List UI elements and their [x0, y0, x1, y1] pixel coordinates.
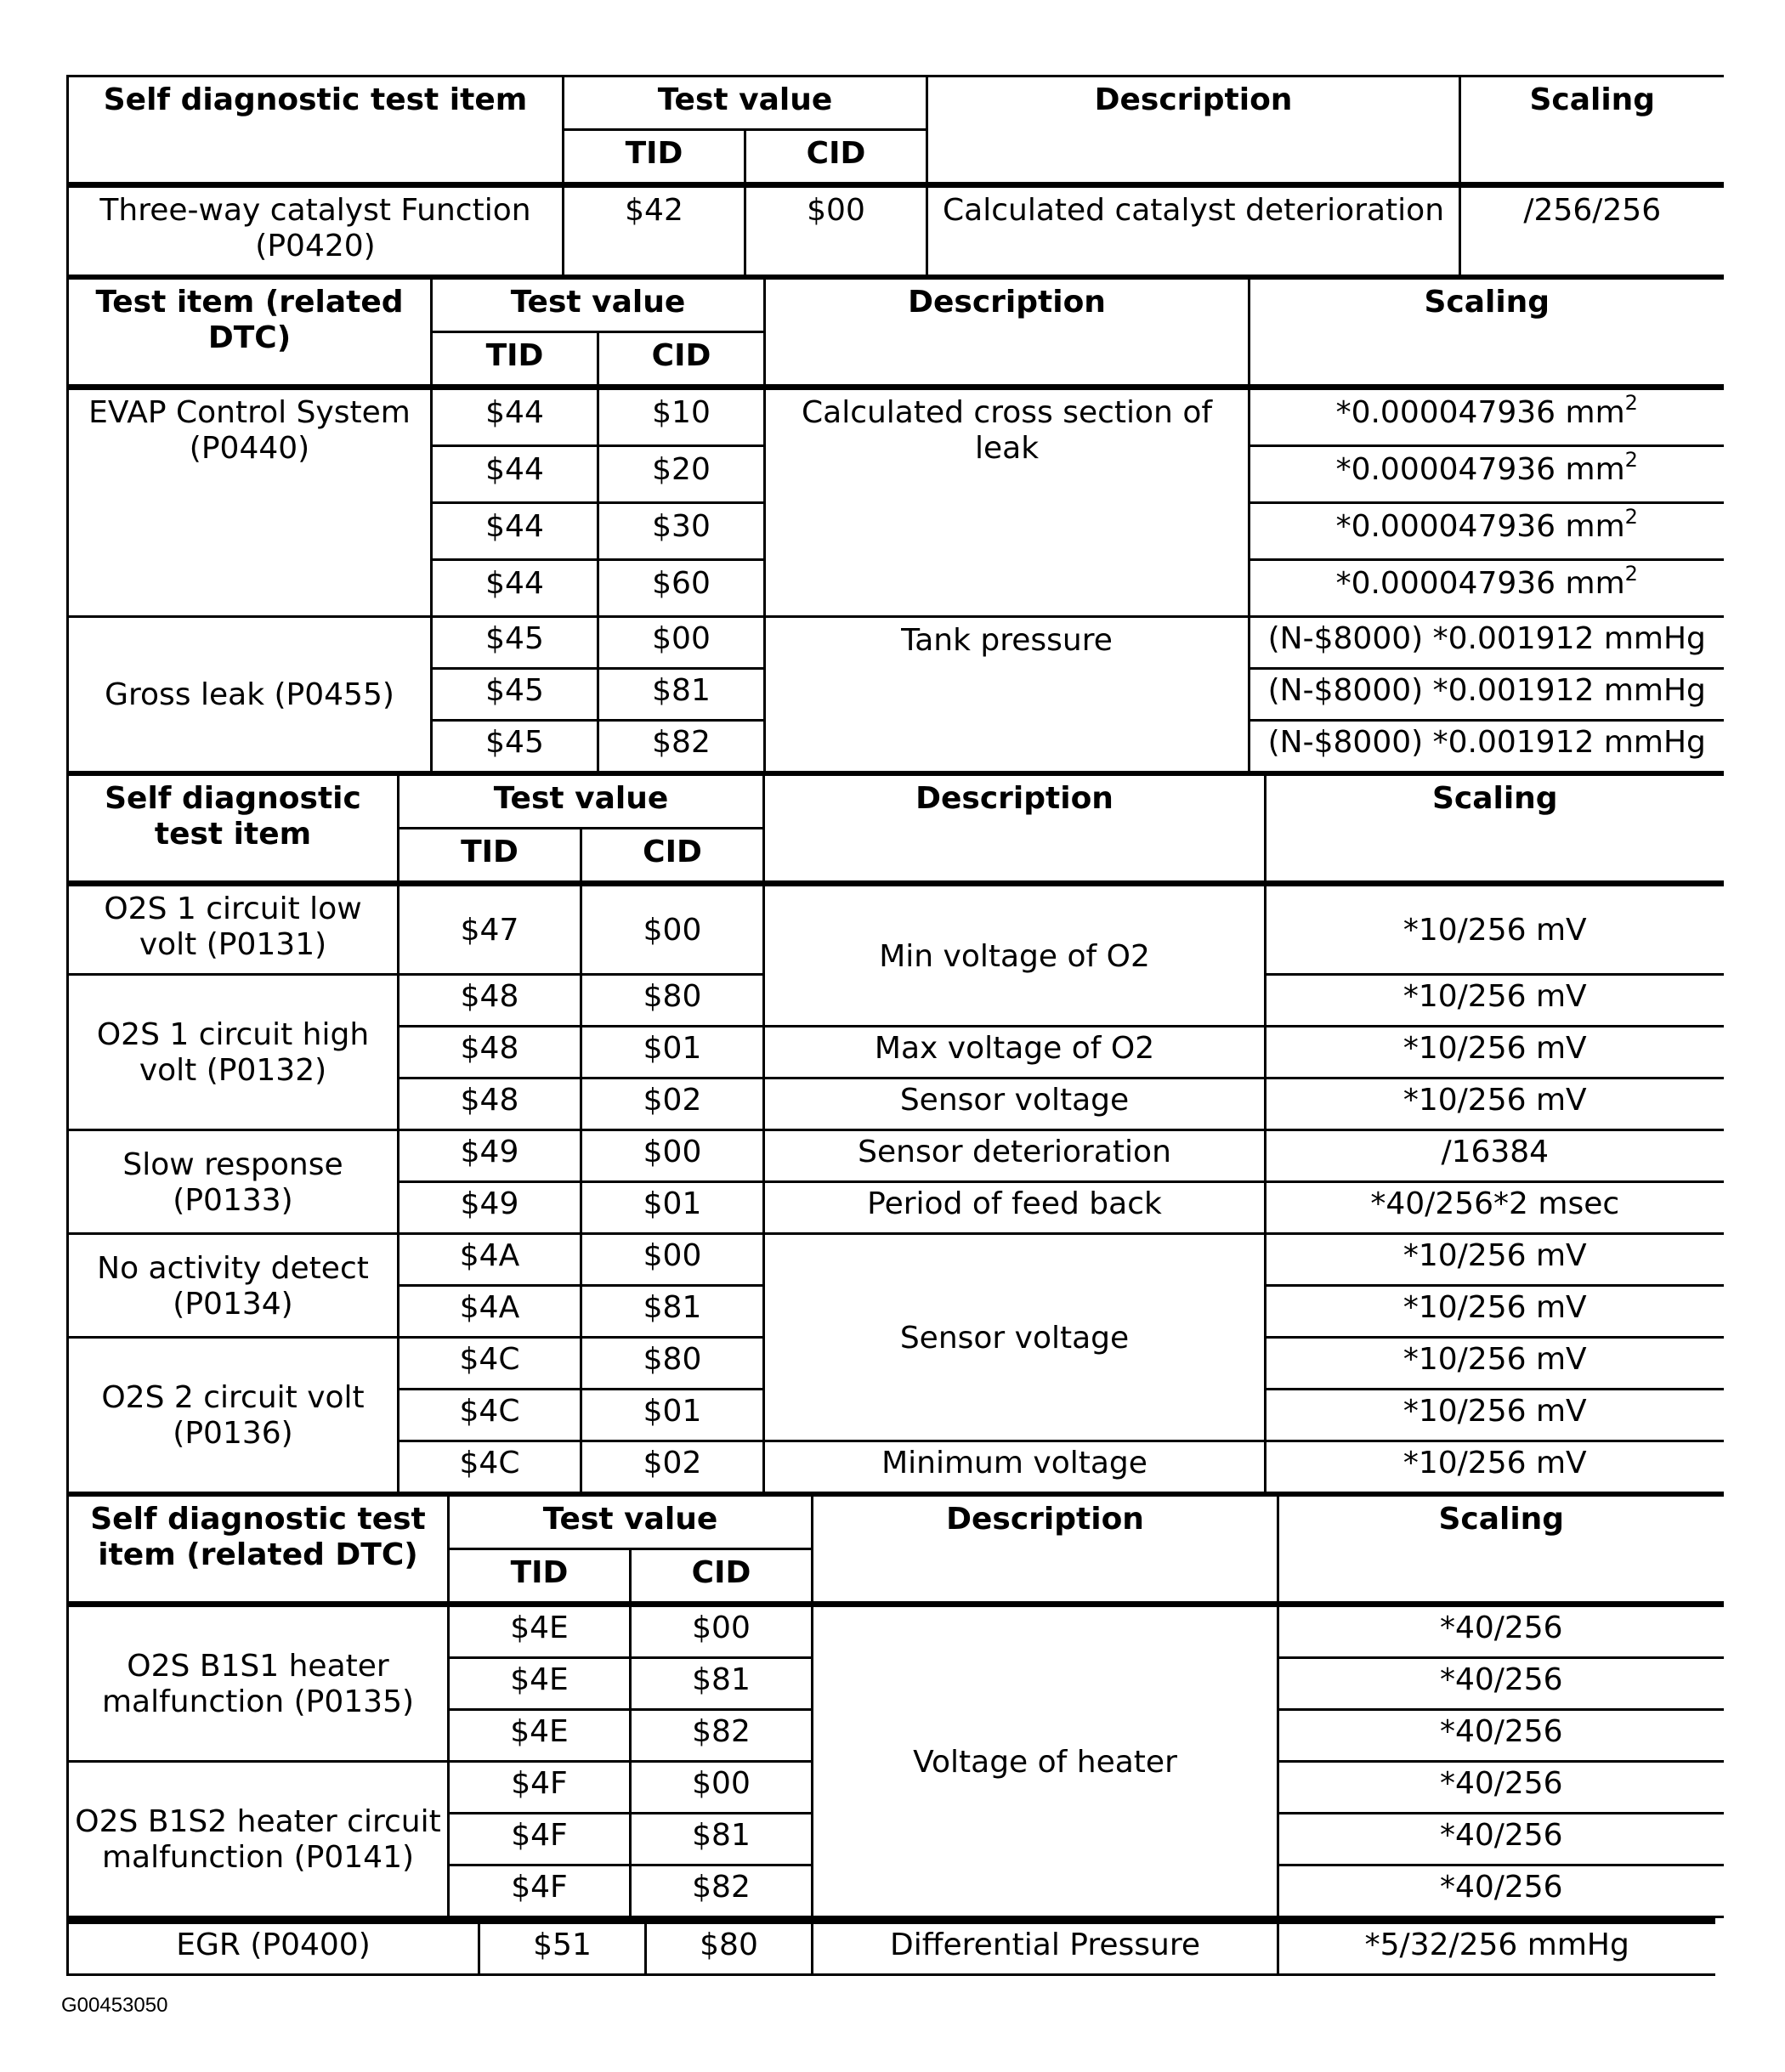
scaling-cell: (N-$8000) *0.001912 mmHg [1250, 721, 1724, 773]
header-scaling: Scaling [1266, 775, 1724, 884]
table-row [68, 1922, 1715, 1975]
cid-cell: $80 [646, 1922, 813, 1975]
cid-cell: $80 [581, 1338, 764, 1390]
tid-cell: $4E [449, 1605, 631, 1658]
item-cell: Three-way catalyst Function (P0420) [68, 185, 564, 276]
cid-cell: $00 [581, 884, 764, 975]
header-item: Self diagnostic test item [68, 76, 564, 185]
cid-cell: $81 [631, 1814, 813, 1865]
description-cell: Max voltage of O2 [764, 1027, 1266, 1078]
table-row [68, 884, 1724, 975]
header-test-value: Test value [399, 775, 764, 829]
cid-cell: $10 [598, 388, 765, 446]
header-description: Description [764, 775, 1266, 884]
description-cell: Minimum voltage [764, 1441, 1266, 1493]
item-cell: O2S 2 circuit volt (P0136) [68, 1338, 399, 1493]
tid-cell: $4A [399, 1234, 581, 1286]
description-cell: Tank pressure [765, 617, 1250, 773]
cid-cell: $81 [631, 1658, 813, 1710]
description-cell: Sensor voltage [764, 1234, 1266, 1441]
header-scaling: Scaling [1250, 279, 1724, 388]
scaling-cell: (N-$8000) *0.001912 mmHg [1250, 669, 1724, 721]
table-three-way-catalyst [66, 75, 1724, 277]
tid-cell: $4E [449, 1658, 631, 1710]
scaling-cell: *10/256 mV [1266, 1078, 1724, 1130]
cid-cell: $00 [631, 1762, 813, 1814]
header-scaling: Scaling [1460, 76, 1724, 185]
scaling-cell: *10/256 mV [1266, 1027, 1724, 1078]
item-cell: Gross leak (P0455) [68, 617, 432, 773]
scaling-cell: /256/256 [1460, 185, 1724, 276]
cid-cell: $02 [581, 1078, 764, 1130]
header-test-value: Test value [564, 76, 927, 130]
scaling-cell: *0.000047936 $mm^2$ [1250, 446, 1724, 503]
scaling-cell: *10/256 mV [1266, 1234, 1724, 1286]
tid-cell: $4C [399, 1390, 581, 1441]
scaling-cell: *40/256 [1278, 1605, 1724, 1658]
header-cid: CID [631, 1549, 813, 1605]
tid-cell: $42 [564, 185, 745, 276]
cid-cell: $30 [598, 503, 765, 560]
scaling-cell: *40/256 [1278, 1865, 1724, 1917]
cid-cell: $00 [745, 185, 927, 276]
header-tid: TID [449, 1549, 631, 1605]
scaling-cell: *40/256 [1278, 1762, 1724, 1814]
cid-cell: $82 [631, 1710, 813, 1762]
header-description: Description [813, 1496, 1278, 1605]
header-cid: CID [598, 332, 765, 388]
cid-cell: $81 [598, 669, 765, 721]
tid-cell: $4F [449, 1762, 631, 1814]
description-cell: Calculated catalyst deterioration [927, 185, 1460, 276]
cid-cell: $60 [598, 560, 765, 617]
scaling-cell: *0.000047936 $mm^2$ [1250, 388, 1724, 446]
tid-cell: $51 [479, 1922, 646, 1975]
cid-cell: $00 [581, 1130, 764, 1182]
header-item: Self diagnostic test item (related DTC) [68, 1496, 449, 1605]
table-row [68, 1234, 1724, 1286]
scaling-cell: *40/256 [1278, 1814, 1724, 1865]
cid-cell: $82 [598, 721, 765, 773]
table-row [68, 1130, 1724, 1182]
description-cell: Sensor voltage [764, 1078, 1266, 1130]
item-cell: O2S 1 circuit high volt (P0132) [68, 975, 399, 1130]
scaling-cell: *0.000047936 $mm^2$ [1250, 503, 1724, 560]
table-egr [66, 1918, 1715, 1976]
header-test-value: Test value [449, 1496, 813, 1549]
header-item: Self diagnostic test item [68, 775, 399, 884]
tid-cell: $47 [399, 884, 581, 975]
cid-cell: $80 [581, 975, 764, 1027]
tid-cell: $48 [399, 1078, 581, 1130]
cid-cell: $20 [598, 446, 765, 503]
tid-cell: $4A [399, 1286, 581, 1338]
tid-cell: $44 [432, 560, 598, 617]
item-cell: O2S B1S1 heater malfunction (P0135) [68, 1605, 449, 1762]
header-tid: TID [432, 332, 598, 388]
item-cell: Slow response (P0133) [68, 1130, 399, 1234]
cid-cell: $00 [631, 1605, 813, 1658]
tid-cell: $48 [399, 1027, 581, 1078]
tid-cell: $45 [432, 617, 598, 669]
item-cell: EGR (P0400) [68, 1922, 479, 1975]
cid-cell: $00 [598, 617, 765, 669]
description-cell: Voltage of heater [813, 1605, 1278, 1917]
cid-cell: $00 [581, 1234, 764, 1286]
tid-cell: $48 [399, 975, 581, 1027]
tid-cell: $4C [399, 1441, 581, 1493]
scaling-cell: *40/256 [1278, 1710, 1724, 1762]
item-cell: No activity detect (P0134) [68, 1234, 399, 1338]
scaling-cell: *10/256 mV [1266, 884, 1724, 975]
scaling-cell: /16384 [1266, 1130, 1724, 1182]
tid-cell: $44 [432, 503, 598, 560]
header-test-value: Test value [432, 279, 765, 332]
scaling-cell: *10/256 mV [1266, 1338, 1724, 1390]
description-cell: Differential Pressure [813, 1922, 1278, 1975]
item-cell: O2S B1S2 heater circuit malfunction (P0141) [68, 1762, 449, 1917]
header-cid: CID [581, 829, 764, 884]
description-cell: Period of feed back [764, 1182, 1266, 1234]
tid-cell: $44 [432, 388, 598, 446]
header-tid: TID [564, 130, 745, 185]
tid-cell: $4C [399, 1338, 581, 1390]
cid-cell: $81 [581, 1286, 764, 1338]
header-cid: CID [745, 130, 927, 185]
scaling-cell: *40/256 [1278, 1658, 1724, 1710]
cid-cell: $01 [581, 1182, 764, 1234]
table-row [68, 388, 1724, 446]
scaling-cell: (N-$8000) *0.001912 mmHg [1250, 617, 1724, 669]
table-heater [66, 1494, 1724, 1918]
figure-id: G00453050 [61, 1994, 168, 2017]
tid-cell: $45 [432, 669, 598, 721]
tid-cell: $4F [449, 1814, 631, 1865]
scaling-cell: *40/256*2 msec [1266, 1182, 1724, 1234]
header-tid: TID [399, 829, 581, 884]
header-scaling: Scaling [1278, 1496, 1724, 1605]
tid-cell: $44 [432, 446, 598, 503]
item-cell: EVAP Control System (P0440) [68, 388, 432, 617]
scaling-cell: *10/256 mV [1266, 1286, 1724, 1338]
header-description: Description [927, 76, 1460, 185]
header-description: Description [765, 279, 1250, 388]
tid-cell: $49 [399, 1182, 581, 1234]
description-cell: Calculated cross section of leak [765, 388, 1250, 617]
table-o2-sensor [66, 773, 1724, 1494]
scaling-cell: *10/256 mV [1266, 1441, 1724, 1493]
scaling-cell: *0.000047936 $mm^2$ [1250, 560, 1724, 617]
diagnostic-tables [66, 75, 1722, 1976]
scaling-cell: *10/256 mV [1266, 975, 1724, 1027]
table-row [68, 617, 1724, 669]
cid-cell: $01 [581, 1390, 764, 1441]
tid-cell: $45 [432, 721, 598, 773]
tid-cell: $4E [449, 1710, 631, 1762]
table-evap [66, 277, 1724, 773]
description-cell: Sensor deterioration [764, 1130, 1266, 1182]
item-cell: O2S 1 circuit low volt (P0131) [68, 884, 399, 975]
table-row [68, 185, 1724, 276]
scaling-cell: *10/256 mV [1266, 1390, 1724, 1441]
tid-cell: $4F [449, 1865, 631, 1917]
description-cell: Min voltage of O2 [764, 884, 1266, 1027]
table-row [68, 1605, 1724, 1658]
tid-cell: $49 [399, 1130, 581, 1182]
scaling-cell: *5/32/256 mmHg [1278, 1922, 1715, 1975]
cid-cell: $82 [631, 1865, 813, 1917]
header-item: Test item (related DTC) [68, 279, 432, 388]
cid-cell: $02 [581, 1441, 764, 1493]
cid-cell: $01 [581, 1027, 764, 1078]
